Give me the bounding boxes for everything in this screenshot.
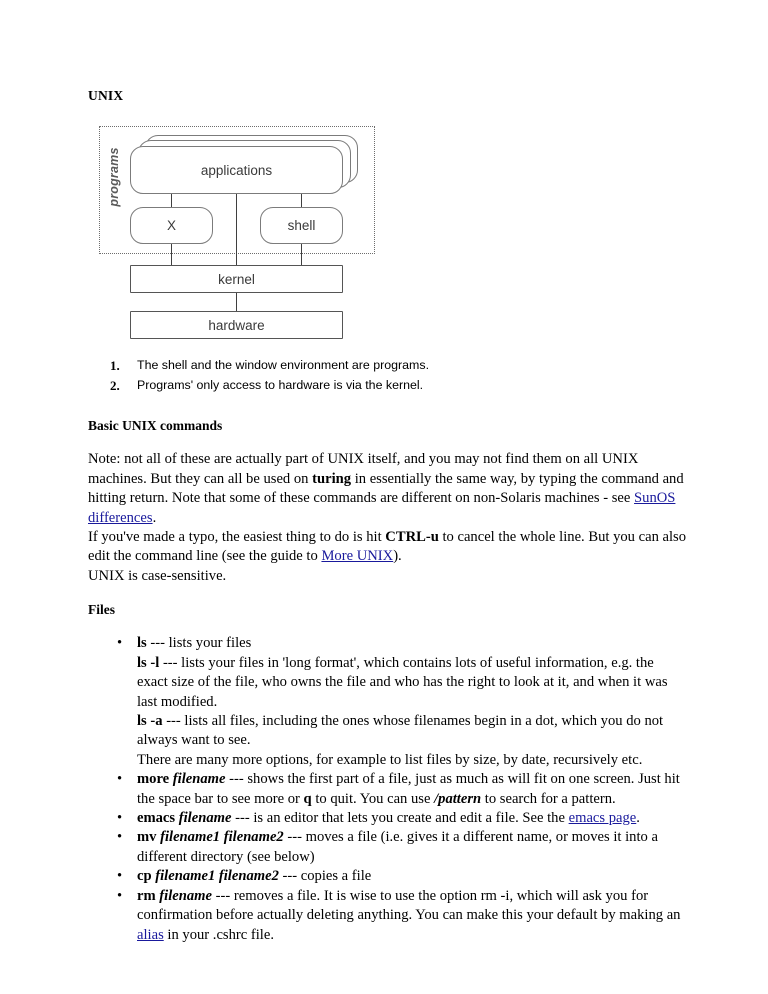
shell-box-label: shell — [287, 218, 316, 234]
typo-text-part-3: ). — [393, 548, 402, 565]
list-item-number: 1. — [110, 358, 120, 374]
bullet-icon: • — [117, 771, 123, 788]
section-heading-basic-unix-commands: Basic UNIX commands — [88, 418, 223, 434]
connector-applications-to-x — [171, 194, 172, 207]
spacer — [88, 396, 688, 418]
emacs-description-part-2: . — [636, 810, 640, 827]
file-commands-list — [88, 634, 688, 945]
bullet-icon: • — [117, 868, 123, 885]
ls-l-description: --- lists your files in 'long format', which contains lots of useful information, e.g. the exact size of the file, who owns the file and who has the right to look at it, and when it was last modified. — [137, 654, 668, 710]
spacer — [88, 586, 688, 602]
page-title: UNIX — [88, 88, 124, 103]
intro-text-part-2: in essentially the same way, by typing the command and hitting return. Note that some of these commands are different on non-Solaris machines - see — [88, 470, 684, 507]
list-item — [88, 357, 688, 375]
more-argument: filename — [172, 771, 226, 788]
list-item-rm — [88, 887, 688, 945]
connector-shell-to-kernel — [301, 244, 302, 265]
turing-emphasis: turing — [312, 470, 352, 487]
ls-l-line — [137, 654, 688, 712]
rm-argument: filename — [159, 887, 212, 904]
ls-line — [137, 634, 688, 653]
cp-arguments: filename1 filename2 — [155, 868, 279, 885]
list-item — [88, 377, 688, 395]
diagram-notes-list — [88, 357, 688, 394]
connector-x-to-kernel — [171, 244, 172, 265]
list-item-text: Programs' only access to hardware is via the kernel. — [137, 377, 424, 392]
rm-description-part-2: in your .cshrc file. — [163, 926, 274, 943]
emacs-page-link[interactable]: emacs page — [568, 810, 637, 827]
connector-applications-to-kernel — [236, 194, 237, 265]
programs-label: programs — [107, 147, 121, 207]
list-item-number: 2. — [110, 377, 120, 393]
list-item-text: The shell and the window environment are programs. — [137, 358, 430, 373]
typo-text-part-1: If you've made a typo, the easiest thing to do is hit — [88, 529, 386, 545]
emacs-argument: filename — [178, 810, 232, 827]
shell-box — [260, 207, 343, 244]
applications-box — [130, 146, 343, 194]
list-item-emacs — [88, 809, 688, 828]
list-item-more — [88, 770, 688, 809]
spacer — [88, 341, 688, 357]
emacs-description-part-1: --- is an editor that lets you create and edit a file. See the — [231, 810, 569, 827]
bullet-icon: • — [117, 887, 123, 904]
connector-applications-to-shell — [301, 194, 302, 207]
intro-paragraph — [88, 450, 688, 528]
mv-command: mv — [137, 829, 161, 846]
more-description-part-2: to quit. You can use — [311, 790, 435, 807]
ls-command: ls — [137, 635, 147, 652]
alias-link[interactable]: alias — [137, 926, 164, 943]
list-item-ls — [88, 634, 688, 770]
typo-text-part-2: to cancel the whole line. But you can also edit the command line (see the guide to — [88, 529, 687, 565]
ls-a-description: --- lists all files, including the ones whose filenames begin in a dot, which you do not always want to see. — [137, 713, 664, 749]
more-description-part-3: to search for a pattern. — [481, 790, 616, 807]
case-sensitive-paragraph: UNIX is case-sensitive. — [88, 567, 227, 584]
bullet-icon: • — [117, 635, 123, 652]
ls-a-line — [137, 712, 688, 751]
connector-kernel-to-hardware — [236, 293, 237, 311]
rm-command: rm — [137, 887, 160, 904]
hardware-box — [130, 311, 343, 339]
mv-description: --- moves a file (i.e. gives it a different name, or moves it into a different directory (see below) — [137, 829, 658, 865]
more-pattern-argument: /pattern — [434, 790, 482, 807]
bullet-icon: • — [117, 810, 123, 827]
more-command: more — [137, 771, 173, 788]
spacer — [88, 618, 688, 634]
x-box-label: X — [166, 218, 176, 234]
bullet-icon: • — [117, 829, 123, 846]
list-item-mv — [88, 828, 688, 867]
section-heading-files: Files — [88, 602, 115, 618]
hardware-box-label: hardware — [208, 317, 265, 333]
spacer — [88, 104, 688, 126]
intro-text-part-1: Note: not all of these are actually part of UNIX itself, and you may not find them on all UNIX machines. But they can all be used on — [88, 451, 639, 487]
spacer — [88, 434, 688, 450]
applications-box-label: applications — [200, 162, 273, 178]
more-q-key: q — [303, 790, 312, 807]
list-item-cp — [88, 867, 688, 886]
cp-command: cp — [137, 868, 156, 885]
ls-a-command: ls -a — [137, 713, 163, 730]
more-unix-link[interactable]: More UNIX — [321, 548, 394, 565]
typo-paragraph — [88, 528, 688, 567]
kernel-box-label: kernel — [218, 271, 255, 287]
cp-description: --- copies a file — [278, 868, 372, 885]
ls-description: --- lists your files — [146, 635, 252, 652]
x-box — [130, 207, 213, 244]
sunos-differences-link[interactable]: SunOS differences — [88, 490, 676, 526]
unix-architecture-diagram — [99, 126, 399, 341]
kernel-box — [130, 265, 343, 293]
rm-description-part-1: --- removes a file. It is wise to use the option rm -i, which will ask you for confirmation before actually deleting anything. You can make this your default by making an — [137, 887, 681, 924]
more-description-part-1: --- shows the first part of a file, just as much as will fit on one screen. Just hit the space bar to see more or — [137, 771, 680, 807]
ctrl-u-emphasis: CTRL-u — [385, 529, 439, 545]
ls-more-options-line: There are many more options, for example to list files by size, by date, recursively etc. — [137, 751, 643, 768]
emacs-command: emacs — [137, 810, 179, 827]
intro-text-part-3: . — [152, 509, 157, 526]
mv-arguments: filename1 filename2 — [160, 829, 284, 846]
ls-l-command: ls -l — [137, 654, 160, 671]
